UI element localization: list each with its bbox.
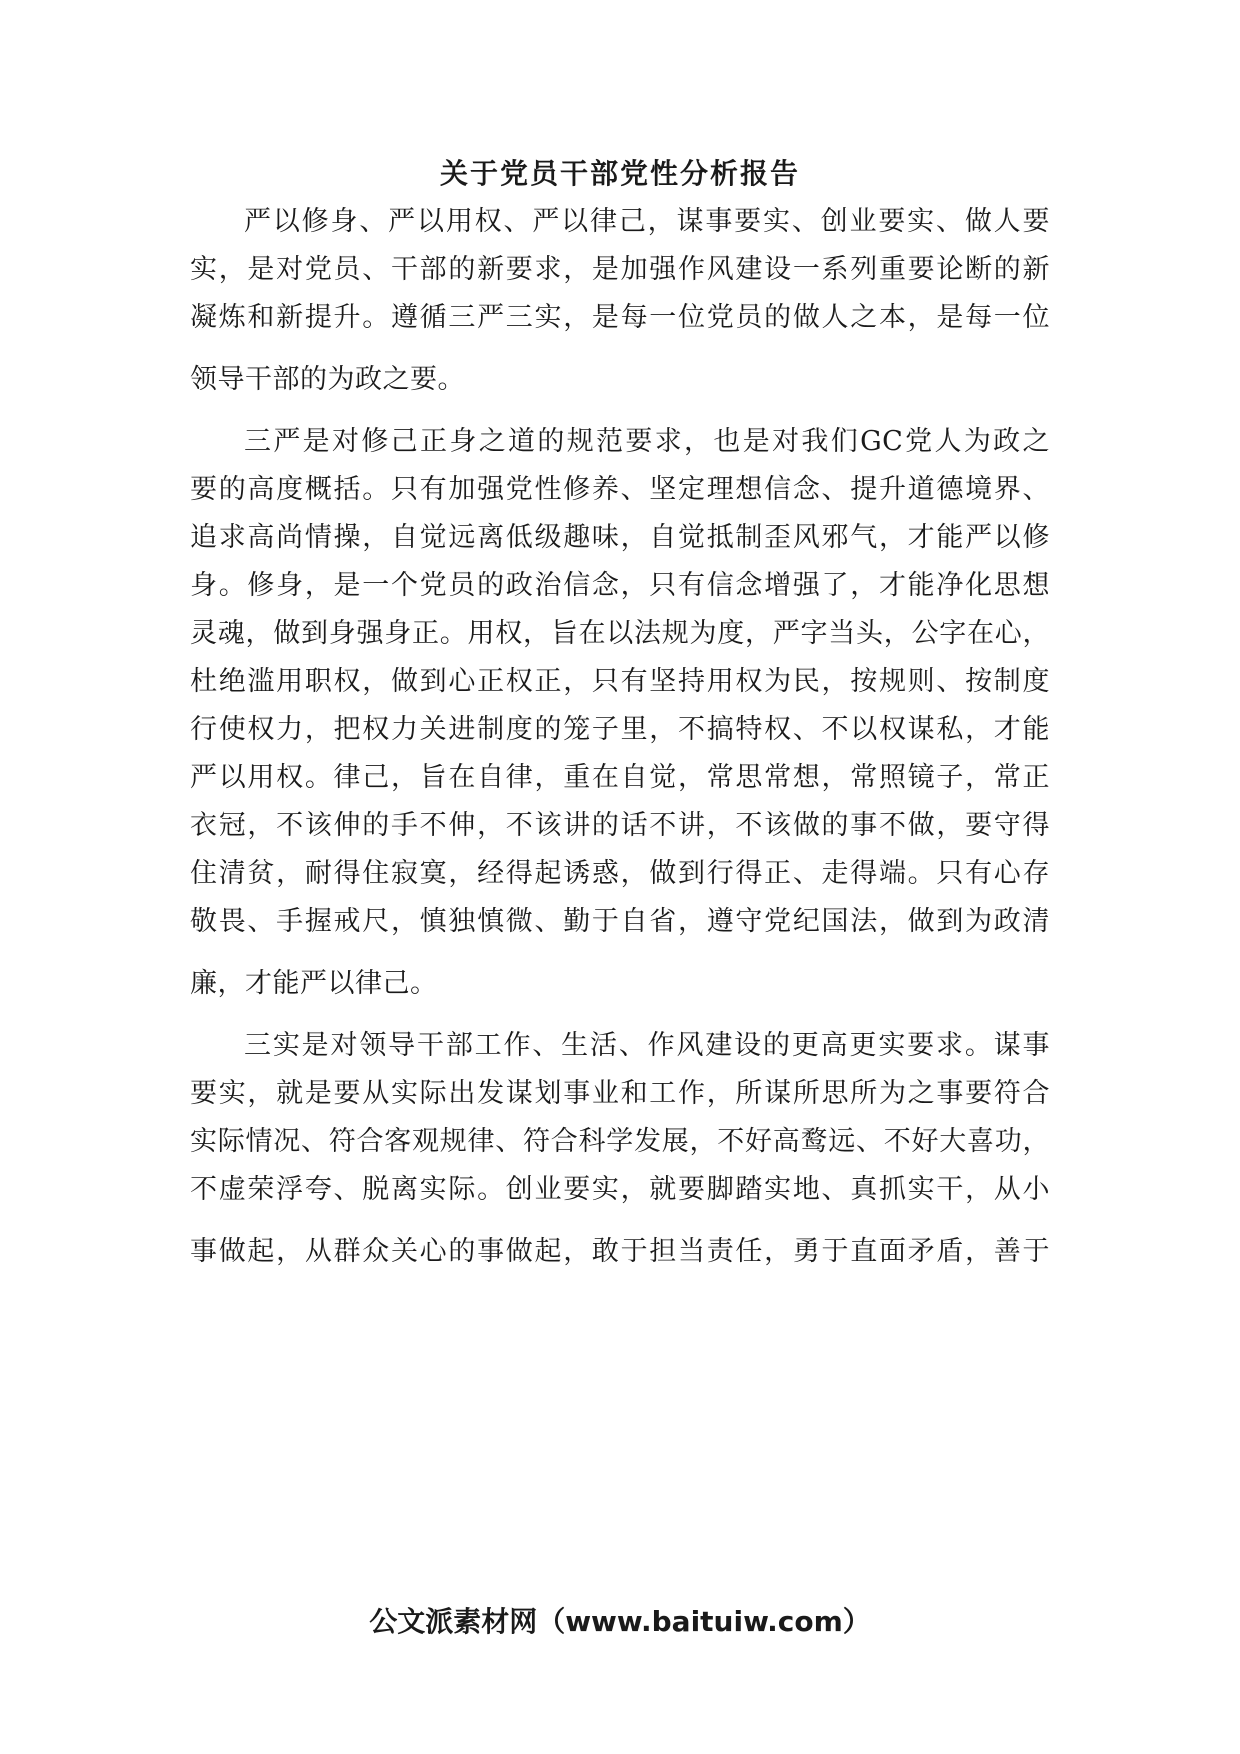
text-line: 实际情况、符合客观规律、符合科学发展，不好高鹜远、不好大喜功， bbox=[190, 1126, 1050, 1157]
text-line: 三严是对修己正身之道的规范要求，也是对我们GC党人为政之 bbox=[244, 426, 1050, 457]
text-line: 杜绝滥用职权，做到心正权正，只有坚持用权为民，按规则、按制度 bbox=[190, 666, 1050, 697]
text-line: 衣冠，不该伸的手不伸，不该讲的话不讲，不该做的事不做，要守得 bbox=[190, 810, 1050, 841]
text-line: 不虚荣浮夸、脱离实际。创业要实，就要脚踏实地、真抓实干，从小 bbox=[190, 1174, 1050, 1205]
text-line: 要实，就是要从实际出发谋划事业和工作，所谋所思所为之事要符合 bbox=[190, 1078, 1050, 1109]
text-line: 行使权力，把权力关进制度的笼子里，不搞特权、不以权谋私，才能 bbox=[190, 714, 1050, 745]
text-line: 廉，才能严以律己。 bbox=[190, 968, 438, 999]
text-line: 事做起，从群众关心的事做起，敢于担当责任，勇于直面矛盾，善于 bbox=[190, 1236, 1050, 1267]
document-title: 关于党员干部党性分析报告 bbox=[439, 157, 800, 190]
text-line: 领导干部的为政之要。 bbox=[190, 364, 465, 395]
text-line: 要的高度概括。只有加强党性修养、坚定理想信念、提升道德境界、 bbox=[190, 474, 1050, 505]
footer-watermark: 公文派素材网（www.baituiw.com） bbox=[369, 1605, 871, 1638]
text-line: 严以用权。律己，旨在自律，重在自觉，常思常想，常照镜子，常正 bbox=[190, 762, 1050, 793]
text-line: 实，是对党员、干部的新要求，是加强作风建设一系列重要论断的新 bbox=[190, 254, 1050, 285]
text-line: 身。修身，是一个党员的政治信念，只有信念增强了，才能净化思想 bbox=[190, 570, 1050, 601]
text-line: 住清贫，耐得住寂寞，经得起诱惑，做到行得正、走得端。只有心存 bbox=[190, 858, 1050, 889]
document-body bbox=[190, 198, 1050, 1276]
text-line: 严以修身、严以用权、严以律己，谋事要实、创业要实、做人要 bbox=[244, 206, 1050, 237]
text-line: 灵魂，做到身强身正。用权，旨在以法规为度，严字当头，公字在心， bbox=[190, 618, 1050, 649]
text-line: 追求高尚情操，自觉远离低级趣味，自觉抵制歪风邪气，才能严以修 bbox=[190, 522, 1050, 553]
text-line: 敬畏、手握戒尺，慎独慎微、勤于自省，遵守党纪国法，做到为政清 bbox=[190, 906, 1050, 937]
text-line: 三实是对领导干部工作、生活、作风建设的更高更实要求。谋事 bbox=[244, 1030, 1050, 1061]
text-line: 凝炼和新提升。遵循三严三实，是每一位党员的做人之本，是每一位 bbox=[190, 302, 1050, 333]
